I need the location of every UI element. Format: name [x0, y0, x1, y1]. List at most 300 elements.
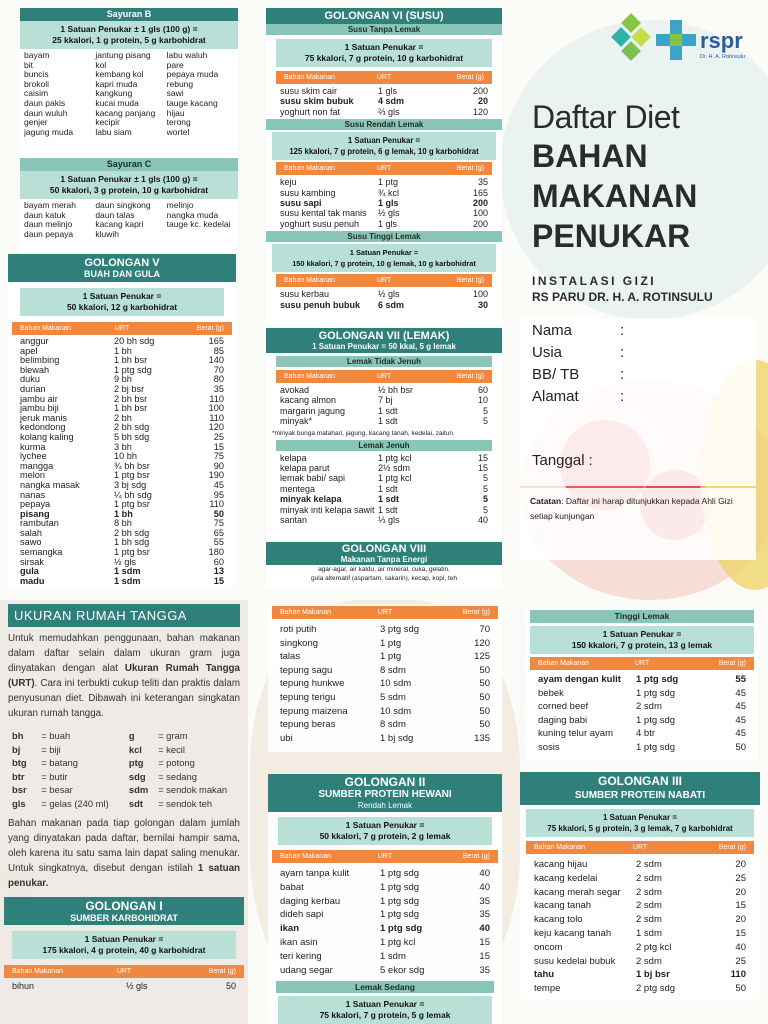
- item-name: singkong: [280, 637, 319, 649]
- item-berat: 40: [477, 515, 488, 526]
- susu-tanpa-lemak-porsi-line: 1 Satuan Penukar =: [344, 42, 424, 52]
- golongan-viii-panel: [266, 542, 502, 590]
- list-item: daun katuk: [24, 209, 66, 220]
- table-row: [272, 881, 498, 895]
- table-row: [272, 908, 498, 922]
- table-row: [272, 188, 496, 198]
- table-row: [272, 198, 496, 208]
- col-berat: Berat (g): [456, 277, 485, 285]
- item-name: salah: [20, 527, 42, 538]
- logo-tag: Dr. H. A. Rotinsulu: [700, 54, 745, 60]
- item-berat: 50: [735, 983, 746, 995]
- list-item: bayam merah: [24, 200, 76, 210]
- urt-abbr-list: [12, 729, 236, 810]
- item-berat: 5: [482, 483, 488, 494]
- item-berat: 95: [213, 489, 224, 500]
- golongan-ii-porsi: [278, 817, 492, 845]
- vegetable-column: [167, 51, 234, 137]
- item-name: susu sapi: [280, 198, 322, 209]
- col-bahan: Bahan Makanan: [280, 853, 331, 860]
- item-name: apel: [20, 345, 38, 356]
- item-berat: 25: [735, 955, 746, 967]
- item-berat: 45: [735, 687, 746, 699]
- col-berat: Berat (g): [718, 844, 747, 851]
- item-name: kacang kedelai: [534, 872, 598, 884]
- golongan-vii-kal: 1 Satuan Penukar = 50 kkal, 5 g lemak: [312, 342, 456, 351]
- abbr-row: [12, 729, 236, 743]
- abbr-value: = buah: [41, 730, 71, 741]
- list-item: kucai muda: [95, 97, 139, 108]
- table-row: [530, 673, 754, 687]
- golongan-viii-header: [266, 542, 502, 565]
- item-berat: 5: [482, 405, 488, 416]
- item-urt: 6 sdm: [378, 299, 405, 310]
- abbr-value: = gram: [158, 730, 188, 741]
- table-row: [526, 872, 754, 886]
- item-urt: 2 sdm: [636, 701, 662, 713]
- catatan-box: [520, 488, 756, 560]
- golongan-vi-title: GOLONGAN VI (SUSU): [266, 8, 502, 24]
- susu-rendah-lemak-col-header: [276, 162, 492, 175]
- item-berat: 40: [479, 923, 490, 935]
- item-berat: 15: [735, 900, 746, 912]
- abbr-row: [12, 770, 236, 784]
- item-urt: 8 sdm: [380, 719, 406, 731]
- item-berat: 165: [472, 187, 488, 198]
- item-name: blewah: [20, 364, 50, 375]
- table-row: [272, 416, 496, 426]
- sayuran-b-list: [20, 49, 238, 139]
- item-urt: 1 ptg: [380, 651, 402, 663]
- lemak-sedang-kal-line: 75 kkalori, 7 g protein, 5 g lemak: [319, 1010, 451, 1021]
- table-row: [272, 705, 498, 719]
- item-berat: 120: [472, 106, 488, 117]
- item-berat: 75: [213, 518, 224, 529]
- item-berat: 100: [472, 208, 488, 219]
- item-urt: 7 bj: [378, 395, 393, 406]
- item-berat: 13: [213, 566, 224, 577]
- golongan-iii-subtitle: SUMBER PROTEIN NABATI: [574, 790, 706, 801]
- table-row: [272, 473, 496, 483]
- tinggi-lemak-kal-line: 150 kkalori, 7 g protein, 13 g lemak: [571, 640, 713, 650]
- item-name: minyak*: [280, 416, 313, 427]
- sayuran-c-panel: [20, 158, 238, 252]
- item-name: kacang tanah: [534, 900, 592, 912]
- cover-title-line2: BAHAN: [532, 138, 648, 174]
- table-row: [272, 515, 496, 525]
- item-urt: 1 sdt: [378, 494, 400, 505]
- col-urt: URT: [376, 277, 392, 285]
- item-urt: 5 sdm: [380, 691, 406, 703]
- table-row: [12, 577, 232, 586]
- table-row: [530, 700, 754, 714]
- vegetable-column: [24, 201, 91, 239]
- urt-para1-b: Ukuran Rumah Tangga (URT): [8, 663, 240, 689]
- golongan-v-porsi-line: 1 Satuan Penukar =: [82, 291, 162, 301]
- abbr-key: btg: [12, 757, 27, 768]
- golongan-vii-header: [266, 328, 502, 353]
- item-urt: 1 sdm: [114, 575, 141, 586]
- item-name: mentega: [280, 483, 316, 494]
- list-item: nangka muda: [166, 209, 219, 220]
- table-row: [272, 107, 496, 117]
- nama-field[interactable]: [532, 322, 624, 339]
- item-name: kurma: [20, 441, 46, 452]
- item-urt: ⅓ gls: [378, 515, 400, 526]
- item-berat: 100: [472, 289, 488, 300]
- item-name: pisang: [20, 508, 50, 519]
- urt-para1: [8, 631, 240, 721]
- item-berat: 30: [477, 299, 488, 310]
- item-urt: 2 bh bsr: [114, 393, 148, 404]
- table-row: [272, 964, 498, 978]
- susu-rendah-lemak-porsi: [272, 132, 496, 160]
- logo-text: rspr: [700, 28, 743, 53]
- item-berat: 110: [209, 412, 224, 423]
- col-berat: Berat (g): [456, 373, 485, 380]
- item-urt: 5 bh sdg: [114, 431, 150, 442]
- patient-form: [520, 318, 756, 486]
- col-berat: Berat (g): [462, 609, 490, 616]
- col-bahan: Bahan Makanan: [284, 74, 335, 81]
- item-berat: 5: [482, 504, 488, 515]
- item-name: jambu air: [20, 393, 58, 404]
- golongan-iii-porsi-line: 1 Satuan Penukar =: [602, 813, 678, 822]
- golongan-viii-line1: agar-agar, air kaldu, air mineral, cuka, gelatin,: [318, 566, 450, 573]
- table-row: [272, 895, 498, 909]
- list-item: genjer: [24, 117, 48, 128]
- list-item: pepaya muda: [166, 69, 219, 80]
- list-item: sawi: [166, 88, 184, 99]
- table-row: [272, 623, 498, 637]
- golongan-ii-kal-line: 50 kkalori, 7 g protein, 2 g lemak: [319, 831, 451, 841]
- item-name: tepung terigu: [280, 691, 336, 703]
- golongan-iii-col-header: [526, 841, 754, 854]
- item-name: udang segar: [280, 964, 333, 976]
- item-urt: 1 bh bsr: [114, 355, 148, 366]
- item-urt: 10 sdm: [380, 705, 412, 717]
- table-row: [272, 484, 496, 494]
- item-berat: 65: [213, 527, 224, 538]
- item-berat: 60: [213, 556, 224, 567]
- golongan-iii-header: [520, 772, 760, 805]
- item-urt: 2 bh sdg: [114, 422, 150, 433]
- table-row: [530, 687, 754, 701]
- table-row: [272, 677, 498, 691]
- item-name: keju: [280, 177, 297, 188]
- list-item: daun singkong: [95, 200, 151, 210]
- list-item: tauge kacang hijau: [166, 97, 218, 118]
- list-item: labu siam: [95, 126, 132, 137]
- item-name: ubi: [280, 732, 293, 744]
- abbr-value: = sendok makan: [158, 784, 228, 795]
- susu-tinggi-lemak-col-header: [276, 274, 492, 287]
- col-berat: Berat (g): [718, 660, 746, 667]
- urt-para2: [8, 816, 240, 891]
- item-urt: 1 ptg bsr: [114, 470, 150, 481]
- table-row: [272, 950, 498, 964]
- item-urt: 2 sdm: [636, 900, 662, 912]
- abbr-value: = kecil: [158, 743, 185, 755]
- item-urt: 2 sdm: [636, 859, 662, 870]
- table-row: [272, 395, 496, 405]
- item-name: minyak inti kelapa sawit: [280, 504, 375, 515]
- item-berat: 70: [213, 364, 224, 375]
- item-name: madu: [20, 575, 45, 586]
- item-berat: 45: [735, 728, 746, 740]
- item-berat: 20: [735, 914, 746, 926]
- item-berat: 50: [479, 678, 490, 690]
- abbr-value: = biji: [41, 743, 61, 755]
- tanggal-colon: :: [588, 452, 593, 469]
- item-urt: 2 bh sdg: [114, 527, 150, 538]
- item-urt: 10 sdm: [380, 678, 412, 690]
- cover-title-line3: MAKANAN: [532, 178, 698, 214]
- table-row: [272, 219, 496, 229]
- item-berat: 180: [208, 547, 224, 558]
- golongan-ii-col-header: [272, 850, 498, 863]
- item-name: rambutan: [20, 518, 59, 529]
- lemak-tidak-jenuh-col-header: [276, 370, 492, 383]
- golongan-ii-porsi-line: 1 Satuan Penukar =: [345, 820, 425, 830]
- item-berat: 50: [225, 981, 236, 991]
- item-urt: 1 sdm: [114, 566, 141, 577]
- item-urt: 10 bh: [114, 451, 137, 462]
- item-name: talas: [280, 651, 301, 663]
- abbr-value: = sendok teh: [158, 797, 213, 809]
- abbr-key: kcl: [128, 743, 142, 755]
- table-row: [272, 463, 496, 473]
- list-item: labu waluh: [166, 50, 208, 60]
- sayuran-c-list: [20, 199, 238, 241]
- list-item: kangkung: [95, 88, 133, 99]
- bbtb-label: BB/ TB: [532, 366, 580, 383]
- table-row: [272, 691, 498, 705]
- table-row: [526, 927, 754, 941]
- urt-para1-a: Untuk memudahkan penggunaan, bahan makanan dalam daftar selain dalam ukuran gram juga dinyatakan dengan alat: [8, 633, 240, 674]
- abbr-key: sdm: [128, 784, 149, 795]
- list-item: terong: [166, 117, 191, 128]
- list-item: bayam: [24, 50, 50, 60]
- item-berat: 50: [479, 664, 490, 676]
- item-name: tepung sagu: [280, 664, 333, 676]
- col-urt: URT: [114, 325, 130, 332]
- col-berat: Berat (g): [208, 968, 237, 975]
- list-item: kluwih: [95, 228, 119, 239]
- item-berat: 110: [209, 393, 224, 404]
- item-berat: 50: [479, 719, 490, 731]
- item-urt: 3 bh: [114, 441, 132, 452]
- item-name: duku: [20, 374, 40, 385]
- cover-title-line4: PENUKAR: [532, 218, 691, 254]
- table-row: [272, 208, 496, 218]
- item-urt: 1 ptg sdg: [380, 868, 420, 879]
- abbr-key: btr: [12, 770, 25, 782]
- list-item: daun wuluh: [24, 107, 68, 118]
- golongan-v-porsi: [20, 288, 224, 316]
- nama-colon: :: [620, 322, 625, 339]
- list-item: daun talas: [95, 209, 135, 220]
- item-berat: 15: [735, 927, 746, 939]
- logo: [610, 12, 760, 72]
- golongan-i-subtitle: SUMBER KARBOHIDRAT: [70, 913, 178, 923]
- alamat-field[interactable]: [532, 388, 624, 405]
- item-urt: ½ gls: [114, 556, 136, 567]
- item-berat: 15: [479, 950, 490, 962]
- list-item: wortel: [166, 126, 190, 137]
- golongan-viii-line2: gula alternatif (aspartam, sakarin), kecap, kopi, teh: [311, 575, 457, 582]
- item-berat: 55: [213, 537, 224, 548]
- item-berat: 120: [208, 422, 224, 433]
- table-row: [526, 858, 754, 872]
- list-item: jagung muda: [24, 126, 74, 137]
- vegetable-column: [95, 201, 162, 239]
- item-urt: 1 ptg sdg: [380, 909, 420, 921]
- item-berat: 10: [477, 395, 488, 406]
- cover-title: [532, 98, 697, 256]
- item-name: sawo: [20, 537, 42, 548]
- table-row: [272, 867, 498, 881]
- item-berat: 5: [482, 416, 488, 427]
- col-urt: URT: [376, 165, 392, 173]
- abbr-row: [12, 743, 236, 757]
- list-item: daun pepaya: [24, 228, 74, 239]
- table-row: [272, 96, 496, 106]
- item-urt: 1 ptg sdg: [636, 714, 676, 726]
- item-name: yoghurt non fat: [280, 106, 341, 117]
- golongan-i-porsi: [12, 931, 236, 959]
- usia-field[interactable]: [532, 344, 624, 361]
- item-name: tepung beras: [280, 719, 336, 731]
- item-urt: 1 bh bsr: [114, 403, 148, 414]
- urt-panel: [0, 600, 248, 1024]
- item-berat: 5: [482, 494, 488, 505]
- abbr-key: sdg: [128, 770, 146, 782]
- item-berat: 15: [477, 452, 488, 463]
- item-name: ikan: [280, 923, 300, 935]
- table-row: [272, 300, 496, 310]
- golongan-v-subtitle: BUAH DAN GULA: [84, 269, 160, 279]
- col-urt: URT: [376, 74, 392, 81]
- list-item: kecipir: [95, 117, 120, 128]
- tinggi-lemak-table: [530, 673, 754, 755]
- golongan-i-kal-line: 175 kkalori, 4 g protein, 40 g karbohidrat: [42, 945, 206, 955]
- item-name: kacang merah segar: [534, 886, 621, 898]
- lemak-sedang-title: Lemak Sedang: [276, 981, 494, 993]
- abbr-key: bh: [12, 730, 24, 741]
- abbr-key: ptg: [128, 757, 144, 768]
- tanggal-label: Tanggal: [532, 452, 585, 469]
- item-name: kuning telur ayam: [538, 728, 613, 740]
- golongan-ii-table: [272, 867, 498, 977]
- abbr-key: gls: [12, 797, 26, 809]
- item-urt: 1 ptg sdg: [380, 923, 423, 935]
- item-urt: 1 bj bsr: [636, 969, 670, 981]
- abbr-value: = gelas (240 ml): [41, 797, 109, 809]
- item-name: susu skim bubuk: [280, 96, 354, 107]
- item-berat: 5: [482, 473, 488, 484]
- item-urt: 1 bh: [114, 508, 133, 519]
- item-urt: 2 bh: [114, 412, 132, 423]
- col-bahan: Bahan Makanan: [20, 325, 71, 332]
- item-name: ayam tanpa kulit: [280, 868, 350, 879]
- susu-rendah-lemak-table: [272, 177, 496, 229]
- alamat-label: Alamat: [532, 388, 579, 405]
- cover-title-line1: Daftar Diet: [532, 99, 680, 135]
- item-urt: 2 sdm: [636, 914, 662, 926]
- tanggal-field[interactable]: [532, 452, 593, 469]
- item-name: susu kental tak manis: [280, 208, 367, 219]
- item-berat: 50: [735, 741, 746, 753]
- item-urt: 1 gls: [378, 218, 398, 229]
- item-name: kelapa parut: [280, 463, 330, 474]
- item-berat: 75: [213, 451, 224, 462]
- bbtb-field[interactable]: [532, 366, 624, 383]
- item-name: durian: [20, 383, 46, 394]
- item-name: lychee: [20, 451, 47, 462]
- item-name: kacang tolo: [534, 914, 583, 926]
- item-urt: 1 sdt: [378, 504, 398, 515]
- item-name: babat: [280, 881, 304, 893]
- col-urt: URT: [632, 844, 648, 851]
- item-name: oncom: [534, 941, 563, 953]
- susu-rendah-lemak-porsi-line: 1 Satuan Penukar =: [347, 136, 421, 146]
- list-item: bit: [24, 59, 33, 70]
- item-name: nangka masak: [20, 479, 80, 490]
- abbr-row: [12, 756, 236, 770]
- golongan-v-kal-line: 50 kkalori, 12 g karbohidrat: [66, 302, 178, 312]
- item-berat: 45: [735, 701, 746, 713]
- item-berat: 110: [209, 499, 224, 510]
- list-item: pare: [166, 59, 184, 70]
- item-urt: ¼ bh sdg: [114, 489, 152, 500]
- item-urt: 1 ptg: [380, 637, 402, 649]
- item-urt: 1 sdt: [378, 483, 398, 494]
- item-urt: 1 ptg kcl: [378, 452, 412, 463]
- item-berat: 15: [477, 463, 488, 474]
- susu-tinggi-lemak-title: Susu Tinggi Lemak: [266, 231, 502, 242]
- table-row: [526, 941, 754, 955]
- table-row: [272, 177, 496, 187]
- item-name: kacang hijau: [534, 859, 588, 870]
- item-berat: 20: [477, 96, 488, 107]
- item-name: ikan asin: [280, 936, 318, 948]
- item-berat: 110: [730, 969, 746, 981]
- item-urt: ⅔ gls: [378, 106, 400, 117]
- sayuran-c-porsi-line: 1 Satuan Penukar ± 1 gls (100 g) =: [60, 174, 198, 184]
- item-name: kelapa: [280, 452, 307, 463]
- item-name: minyak kelapa: [280, 494, 342, 505]
- abbr-row: [12, 797, 236, 811]
- item-urt: 2 bj bsr: [114, 383, 145, 394]
- susu-rendah-lemak-kal-line: 125 kkalori, 7 g protein, 6 g lemak, 10 g karbohidrat: [289, 147, 479, 157]
- item-berat: 200: [472, 198, 488, 209]
- item-name: bihun: [12, 981, 35, 991]
- susu-tanpa-lemak-porsi: [276, 39, 492, 67]
- urt-para2-b: 1 satuan penukar.: [8, 863, 240, 889]
- abbr-key: g: [128, 730, 135, 741]
- alamat-colon: :: [620, 388, 625, 405]
- item-urt: 1 ptg sdg: [380, 895, 420, 907]
- item-urt: 1 gls: [378, 86, 398, 96]
- institution: [532, 274, 713, 304]
- item-berat: 35: [477, 177, 488, 188]
- item-urt: 9 bh: [114, 374, 132, 385]
- item-berat: 80: [213, 374, 224, 385]
- item-urt: 1 ptg bsr: [114, 547, 150, 558]
- sayuran-b-porsi-line: 1 Satuan Penukar ± 1 gls (100 g) =: [60, 24, 198, 34]
- item-berat: 20: [735, 886, 746, 898]
